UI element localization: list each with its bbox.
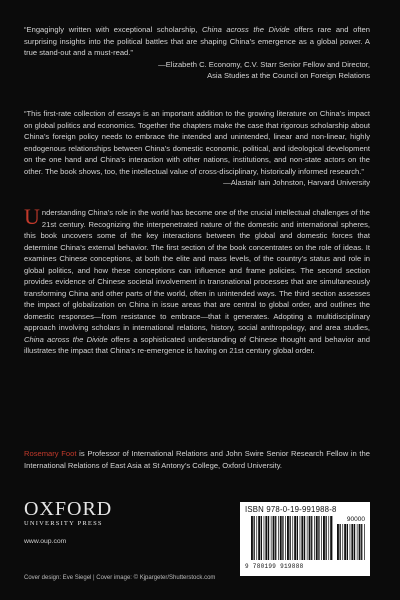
publisher-logo xyxy=(24,499,112,527)
endorsement-johnston xyxy=(24,108,370,189)
endorsement-book-title: China across the Divide xyxy=(201,25,290,34)
book-description xyxy=(24,204,370,357)
barcode-graphic xyxy=(245,516,365,562)
endorsement-text-start: “Engagingly written with exceptional scholarship, xyxy=(24,25,202,34)
barcode-addon-bars-icon xyxy=(337,524,365,560)
publisher-subtitle: UNIVERSITY PRESS xyxy=(24,520,103,527)
barcode-addon-number: 90000 xyxy=(346,516,365,523)
endorsement-attribution-line2: Asia Studies at the Council on Foreign Relations xyxy=(207,71,370,80)
endorsement-economy xyxy=(24,24,370,82)
description-book-title: China across the Divide xyxy=(24,334,108,344)
endorsement-text: “This first-rate collection of essays is an important addition to the growing literature on China’s impact on global politics and economics. Together the chapters make the case that rigorous scholarship about China’s foreign policy needs to embrace the intended and unintended, linear and non-linear, highly endogenous relationships between China’s domestic economic, political, and ideological development on the one hand and China’s interaction with other nations, institutions, and non-state actors on the other. The book shows, too, the intellectual value of cross-disciplinary, historically informed research.” xyxy=(24,109,370,176)
description-text-start: nderstanding China’s role in the world has become one of the crucial intellectual challenges of the 21st century. Recognizing the interpenetrated nature of the domestic and international spheres, this book uncovers some of the key interactions between the global and domestic forces that determine China’s external behavior. The first section of the book concentrates on the role of ideas. It examines Chinese conceptions, at both the elite and mass levels, of the country’s status and role in global politics, and how these conceptions can influence and frame policies. The second section provides evidence of Chinese societal involvement in transnational processes that are simultaneously transforming China and other parts of the world, often in unintended ways. The third section assesses the impact of globalization on China in issue areas that are central to global order, and outlines the domestic responses—from resistance to embrace—that it generates. Adopting a multidisciplinary approach involving scholars in international relations, history, social anthropology, and area studies, xyxy=(24,208,370,332)
publisher-name: OXFORD xyxy=(24,498,113,520)
isbn-label: ISBN 978-0-19-991988-8 xyxy=(245,505,337,514)
barcode-bars-icon xyxy=(251,516,333,560)
author-name: Rosemary Foot xyxy=(24,449,77,458)
cover-credits: Cover design: Eve Siegel | Cover image: © Kjpargeter/Shutterstock.com xyxy=(24,575,216,581)
endorsement-attribution: —Alastair Iain Johnston, Harvard University xyxy=(223,178,370,187)
barcode-panel xyxy=(240,502,370,576)
barcode-digits: 9 780199 919888 xyxy=(245,563,304,570)
description-text-end: offers a sophisticated understanding of Chinese thought and behavior and illustrates the impact that China’s re-emergence is having on 21st century global order. xyxy=(24,334,370,355)
endorsement-text-end: offers rare and often surprising insights into the political battles that are shaping China’s emergence as a global power. A true stand-out and a must-read.” xyxy=(24,25,370,57)
author-bio xyxy=(24,448,370,471)
endorsement-attribution-line1: —Elizabeth C. Economy, C.V. Starr Senior Fellow and Director, xyxy=(158,59,370,69)
drop-cap: U xyxy=(24,204,40,229)
publisher-website: www.oup.com xyxy=(24,538,67,545)
author-bio-text: is Professor of International Relations and John Swire Senior Research Fellow in the International Relations of East Asia at St Antony’s College, Oxford University. xyxy=(24,449,370,470)
